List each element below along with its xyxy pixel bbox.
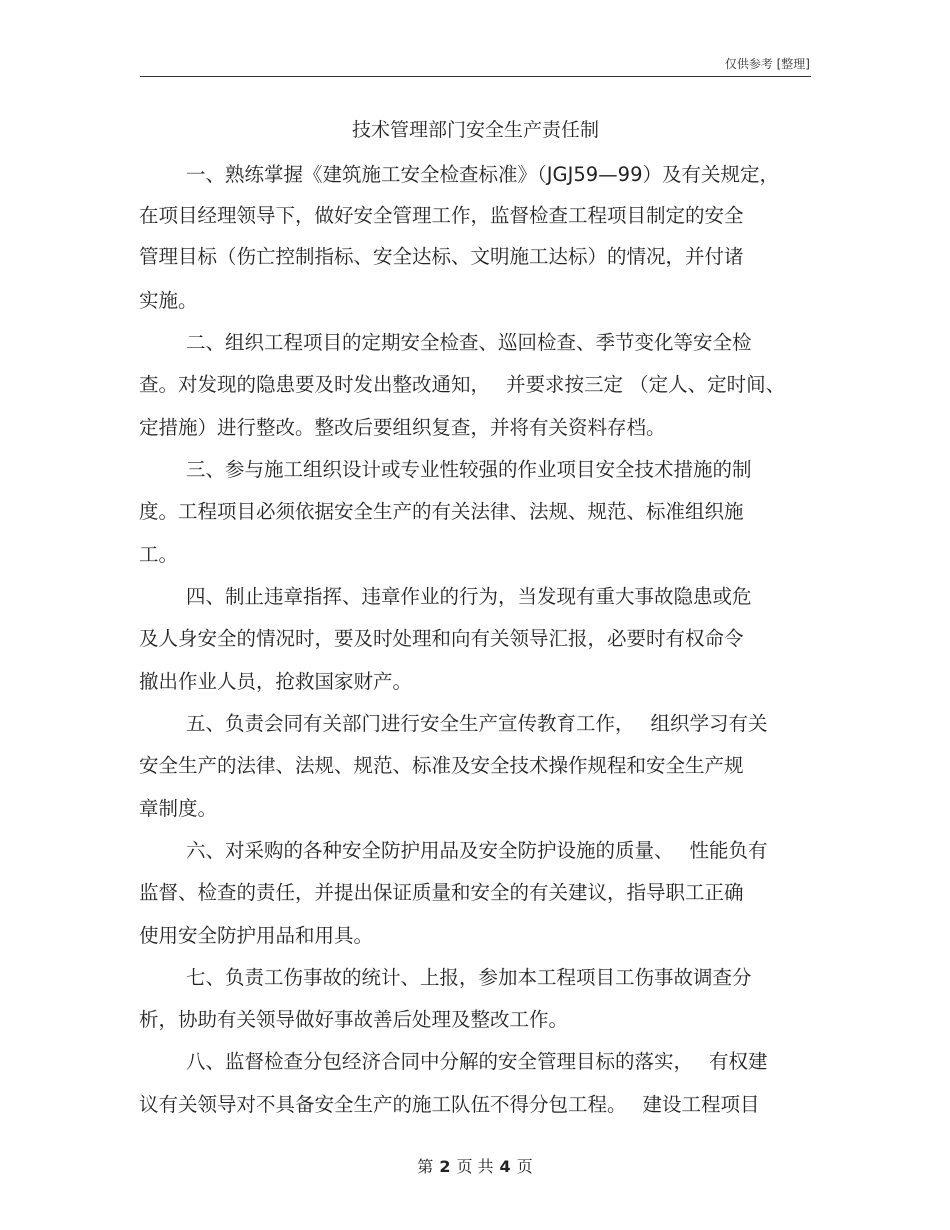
body-line: 实施。 <box>139 289 198 312</box>
body-line: 议有关领导对不具备安全生产的施工队伍不得分包工程。 建设工程项目 <box>139 1093 760 1116</box>
body-line: 监督、检查的责任，并提出保证质量和安全的有关建议，指导职工正确 <box>139 881 744 904</box>
header-divider <box>140 76 811 77</box>
page-label-suffix: 页 <box>516 1157 533 1176</box>
body-line: 一、熟练掌握《建筑施工安全检查标准》（JGJ59—99）及有关规定， <box>186 163 779 186</box>
body-line: 工。 <box>139 543 179 566</box>
current-page-number: 2 <box>439 1157 451 1176</box>
header-note: 仅供参考 [整理] <box>724 57 810 71</box>
body-line: 六、对采购的各种安全防护用品及安全防护设施的质量、 性能负有 <box>186 839 768 862</box>
page-number-footer <box>0 1154 950 1177</box>
document-title: 技术管理部门安全生产责任制 <box>351 119 599 141</box>
page-label-prefix: 第 <box>417 1157 434 1176</box>
total-page-number: 4 <box>499 1157 511 1176</box>
body-line: 五、负责会同有关部门进行安全生产宣传教育工作， 组织学习有关 <box>186 712 768 735</box>
page-label-middle: 页 共 <box>456 1157 494 1176</box>
body-line: 撤出作业人员，抢救国家财产。 <box>139 670 413 693</box>
body-line: 三、参与施工组织设计或专业性较强的作业项目安全技术措施的制 <box>186 458 752 481</box>
body-line: 章制度。 <box>139 797 218 820</box>
body-line: 八、监督检查分包经济合同中分解的安全管理目标的落实， 有权建 <box>186 1050 768 1073</box>
body-line: 及人身安全的情况时，要及时处理和向有关领导汇报，必要时有权命令 <box>139 627 744 650</box>
body-line: 定措施）进行整改。整改后要组织复查，并将有关资料存档。 <box>139 416 666 439</box>
body-line: 析，协助有关领导做好事故善后处理及整改工作。 <box>139 1008 569 1031</box>
body-line: 七、负责工伤事故的统计、上报，参加本工程项目工伤事故调查分 <box>186 966 752 989</box>
body-line: 四、制止违章指挥、违章作业的行为，当发现有重大事故隐患或危 <box>186 585 752 608</box>
body-line: 安全生产的法律、法规、规范、标准及安全技术操作规程和安全生产规 <box>139 754 744 777</box>
body-line: 管理目标（伤亡控制指标、安全达标、文明施工达标）的情况，并付诸 <box>139 245 744 268</box>
body-line: 使用安全防护用品和用具。 <box>139 924 374 947</box>
body-line: 度。工程项目必须依据安全生产的有关法律、法规、规范、标准组织施 <box>139 500 744 523</box>
body-line: 查。对发现的隐患要及时发出整改通知， 并要求按三定 （定人、定时间、 <box>139 373 786 396</box>
body-line: 在项目经理领导下，做好安全管理工作，监督检查工程项目制定的安全 <box>139 204 744 227</box>
body-line: 二、组织工程项目的定期安全检查、巡回检查、季节变化等安全检 <box>186 331 752 354</box>
